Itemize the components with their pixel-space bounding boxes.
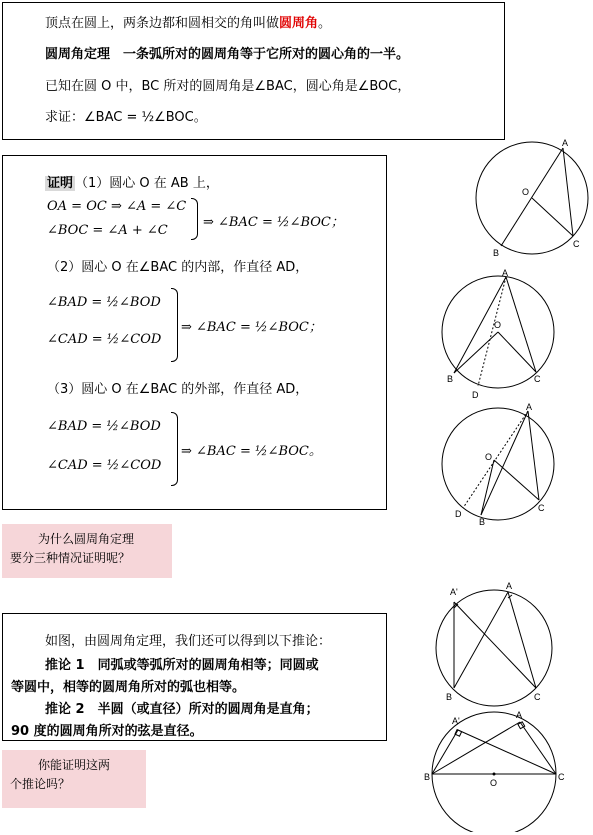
- label-b: B: [479, 517, 486, 527]
- label-o: O: [485, 452, 493, 462]
- label-c: C: [558, 772, 565, 782]
- corollary-2a: 推论 2 半圆（或直径）所对的圆周角是直角；: [45, 702, 319, 717]
- figure-case1: [470, 138, 592, 260]
- figure-corollary2: [424, 710, 566, 832]
- label-a: A: [562, 138, 569, 148]
- label-o: O: [490, 778, 498, 788]
- label-b: B: [447, 374, 454, 384]
- label-o: O: [522, 187, 530, 197]
- label-c: C: [538, 503, 545, 513]
- case2-result: ⇒ ∠BAC = ½∠BOC；: [181, 320, 322, 335]
- figure-case3: [436, 400, 562, 528]
- question-note-2: 你能证明这两 个推论吗？: [2, 750, 146, 808]
- case2-eq1: ∠BAD = ½∠BOD: [47, 295, 161, 310]
- corollary-box: [2, 613, 387, 741]
- label-d: D: [455, 509, 462, 519]
- corollary-intro: 如图，由圆周角定理，我们还可以得到以下推论：: [45, 634, 332, 649]
- case3-eq1: ∠BAD = ½∠BOD: [47, 419, 161, 434]
- label-c: C: [573, 239, 580, 249]
- label-b: B: [493, 248, 500, 258]
- prove-line: 求证：∠BAC = ½∠BOC。: [45, 110, 207, 125]
- proof-label: 证明: [47, 176, 74, 191]
- label-a-prime: A': [452, 716, 460, 726]
- proof-case1: 证明 （1）圆心 O 在 AB 上，: [47, 176, 219, 191]
- label-o: O: [494, 320, 502, 330]
- label-a: A: [516, 710, 523, 720]
- corollary-1b: 等圆中，相等的圆周角所对的弧也相等。: [11, 680, 246, 695]
- figure-corollary1: [430, 580, 560, 710]
- definition-box: [2, 2, 505, 140]
- case3-result: ⇒ ∠BAC = ½∠BOC。: [181, 444, 322, 459]
- definition-line: 顶点在圆上，两条边都和圆相交的角叫做圆周角。: [45, 16, 332, 31]
- term-highlight: 圆周角: [279, 16, 319, 31]
- corollary-2b: 90 度的圆周角所对的弦是直径。: [11, 724, 203, 739]
- label-a-prime: A': [450, 587, 458, 597]
- label-d: D: [472, 390, 479, 400]
- label-c: C: [534, 374, 541, 384]
- proof-box: [2, 155, 387, 510]
- given-line: 已知在圆 O 中，BC 所对的圆周角是∠BAC，圆心角是∠BOC，: [45, 79, 411, 94]
- case1-result: ⇒ ∠BAC = ½∠BOC；: [203, 215, 344, 230]
- brace: [191, 198, 198, 240]
- corollary-1a: 推论 1 同弧或等弧所对的圆周角相等；同圆或: [45, 658, 319, 673]
- label-c: C: [534, 692, 541, 702]
- proof-case3: （3）圆心 O 在∠BAC 的外部，作直径 AD，: [47, 382, 309, 397]
- case3-eq2: ∠CAD = ½∠COD: [47, 458, 162, 473]
- label-a: A: [502, 268, 509, 278]
- label-b: B: [424, 772, 431, 782]
- case1-eq1: OA = OC ⇒ ∠A = ∠C: [47, 199, 187, 214]
- label-b: B: [446, 692, 453, 702]
- case2-eq2: ∠CAD = ½∠COD: [47, 332, 162, 347]
- figure-case2: [434, 268, 560, 400]
- case1-eq2: ∠BOC = ∠A + ∠C: [47, 223, 168, 238]
- brace: [171, 412, 178, 486]
- label-a: A: [526, 402, 533, 412]
- label-a: A: [506, 581, 513, 591]
- theorem-line: 圆周角定理 一条弧所对的圆周角等于它所对的圆心角的一半。: [45, 47, 410, 62]
- proof-case2: （2）圆心 O 在∠BAC 的内部，作直径 AD，: [47, 260, 309, 275]
- question-note-1: 为什么圆周角定理 要分三种情况证明呢？: [2, 524, 172, 578]
- brace: [171, 288, 178, 362]
